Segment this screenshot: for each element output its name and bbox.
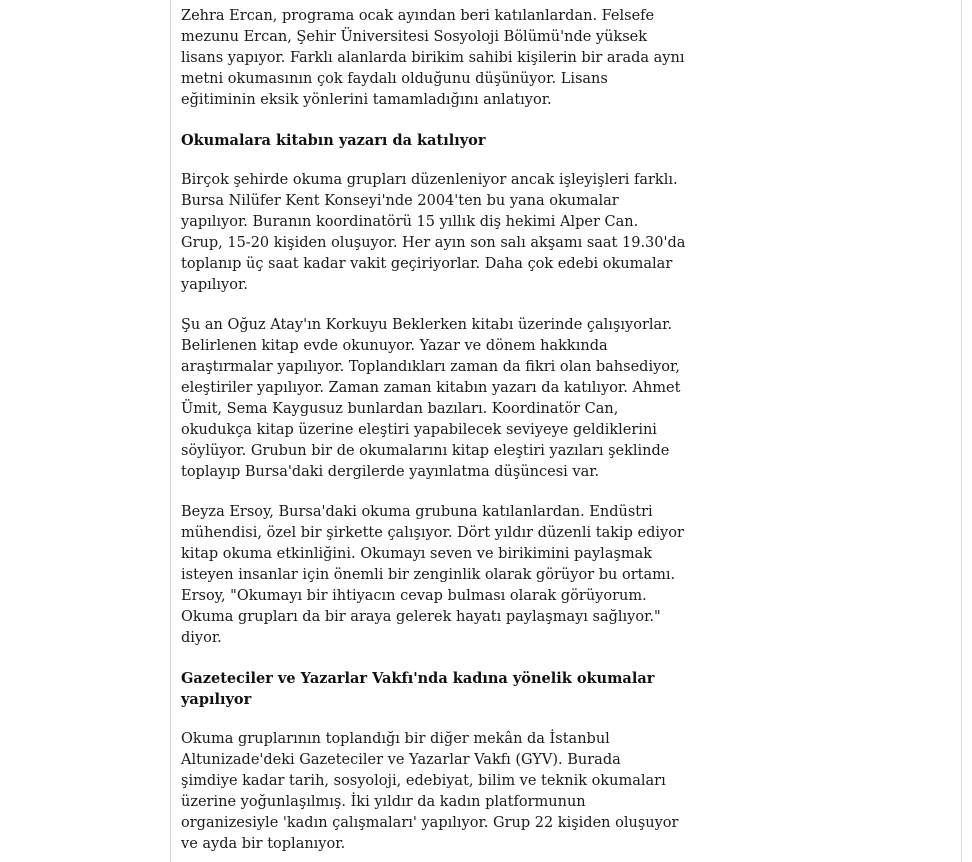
text-line: yapılıyor. [181,277,248,293]
text-line: toplayıp Bursa'daki dergilerde yayınlatma düşüncesi var. [181,464,600,480]
text-line: Okuma gruplarının toplandığı bir diğer mekân da İstanbul [181,731,610,747]
section-heading-gyv-women [181,668,655,710]
right-border [961,0,962,862]
paragraph-gyv [181,729,679,855]
heading-line: yapılıyor [181,691,252,708]
text-line: Ümit, Sema Kaygusuz bunlardan bazıları. Koordinatör Can, [181,401,619,417]
text-line: kitap okuma etkinliğini. Okumayı seven ve birikimini paylaşmak [181,546,653,562]
paragraph-beyza-ersoy [181,502,684,649]
text-line: eleştiriler yapılıyor. Zaman zaman kitabın yazarı da katılıyor. Ahmet [181,380,681,396]
paragraph-zehra-ercan [181,6,685,111]
text-line: Okuma grupları da bir araya gelerek hayatı paylaşmayı sağlıyor." [181,609,661,625]
text-line: Beyza Ersoy, Bursa'daki okuma grubuna katılanlardan. Endüstri [181,504,653,520]
text-line: Birçok şehirde okuma grupları düzenleniyor ancak işleyişleri farklı. [181,172,678,188]
text-line: isteyen insanlar için önemli bir zenginlik olarak görüyor bu ortamı. [181,567,676,583]
text-line: Ersoy, "Okumayı bir ihtiyacın cevap bulması olarak görüyorum. [181,588,647,604]
text-line: şimdiye kadar tarih, sosyoloji, edebiyat, bilim ve teknik okumaları [181,773,666,789]
text-line: araştırmalar yapılıyor. Toplandıkları zaman da fikri olan bahsediyor, [181,359,680,375]
paragraph-bursa-nilufer [181,170,686,296]
section-heading-author-joins [181,130,651,151]
text-line: Belirlenen kitap evde okunuyor. Yazar ve dönem hakkında [181,338,608,354]
text-line: üzerine yoğunlaşılmış. İki yıldır da kadın platformunun [181,794,586,810]
text-line: mezunu Ercan, Şehir Üniversitesi Sosyoloji Bölümü'nde yüksek [181,29,648,45]
text-line: okudukça kitap üzerine eleştiri yapabilecek seviyeye geldiklerini [181,422,657,438]
text-line: ve ayda bir toplanıyor. [181,836,346,852]
text-line: söylüyor. Grubun bir de okumalarını kitap eleştiri yazıları şeklinde [181,443,670,459]
text-line: organizesiyle 'kadın çalışmaları' yapılıyor. Grup 22 kişiden oluşuyor [181,815,679,831]
text-line: yapılıyor. Buranın koordinatörü 15 yıllık diş hekimi Alper Can. [181,214,639,230]
article-body [181,6,686,862]
text-line: eğitiminin eksik yönlerini tamamladığını anlatıyor. [181,92,552,108]
paragraph-oguz-atay [181,315,681,483]
text-line: Bursa Nilüfer Kent Konseyi'nde 2004'ten bu yana okumalar [181,193,619,209]
heading-line: Okumalara kitabın yazarı da katılıyor [181,132,486,149]
text-line: diyor. [181,630,222,646]
text-line: Zehra Ercan, programa ocak ayından beri katılanlardan. Felsefe [181,8,655,24]
heading-line: Gazeteciler ve Yazarlar Vakfı'nda kadına yönelik okumalar [181,670,655,687]
text-line: lisans yapıyor. Farklı alanlarda birikim sahibi kişilerin bir arada aynı [181,50,685,66]
text-line: mühendisi, özel bir şirkette çalışıyor. Dört yıldır düzenli takip ediyor [181,525,684,541]
text-line: Altunizade'deki Gazeteciler ve Yazarlar Vakfı (GYV). Burada [181,752,621,768]
text-line: Şu an Oğuz Atay'ın Korkuyu Beklerken kitabı üzerinde çalışıyorlar. [181,317,673,333]
text-line: toplanıp üç saat kadar vakit geçiriyorlar. Daha çok edebi okumalar [181,256,673,272]
text-line: Grup, 15-20 kişiden oluşuyor. Her ayın son salı akşamı saat 19.30'da [181,235,686,251]
text-line: metni okumasının çok faydalı olduğunu düşünüyor. Lisans [181,71,608,87]
